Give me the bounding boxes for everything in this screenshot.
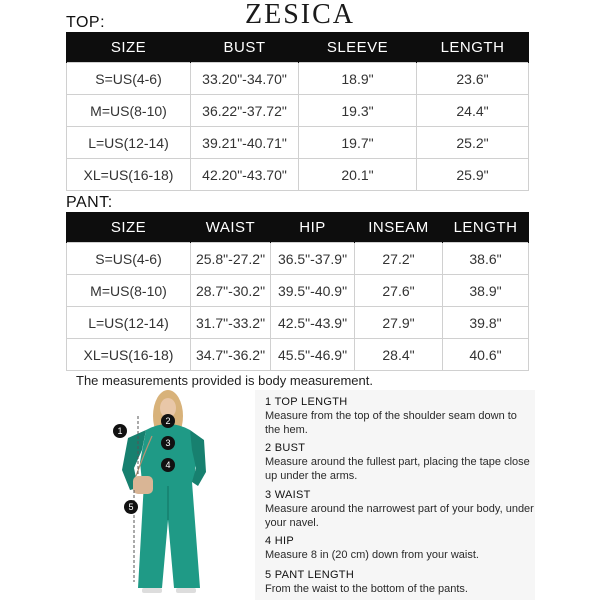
instruction-body: From the waist to the bottom of the pants.: [265, 583, 468, 595]
table-cell: 18.9": [299, 63, 417, 95]
table-cell: 28.4": [355, 339, 443, 371]
table-cell: 23.6": [417, 63, 529, 95]
instruction-body: Measure around the narrowest part of your body, under your navel.: [265, 503, 534, 529]
table-cell: 28.7"-30.2": [191, 275, 271, 307]
model-figure: [100, 390, 250, 600]
measurement-note: The measurements provided is body measurement.: [76, 373, 373, 388]
table-cell: L=US(12-14): [67, 307, 191, 339]
table-cell: 36.5"-37.9": [271, 243, 355, 275]
model-left-shoe: [142, 588, 162, 593]
table-cell: 31.7"-33.2": [191, 307, 271, 339]
marker-4: 4: [161, 458, 175, 472]
table-cell: 39.21"-40.71": [191, 127, 299, 159]
table-cell: 27.9": [355, 307, 443, 339]
top-table-body: [67, 63, 529, 191]
pant-column-header: LENGTH: [443, 212, 529, 243]
table-row: [67, 127, 529, 159]
table-cell: XL=US(16-18): [67, 339, 191, 371]
instruction-body: Measure from the top of the shoulder seam down to the hem.: [265, 410, 517, 436]
table-cell: S=US(4-6): [67, 63, 191, 95]
table-row: [67, 63, 529, 95]
table-cell: M=US(8-10): [67, 95, 191, 127]
table-cell: 25.8"-27.2": [191, 243, 271, 275]
instruction-title: 2 BUST: [265, 442, 306, 454]
instruction-title: 5 PANT LENGTH: [265, 569, 355, 581]
pant-column-header: SIZE: [67, 212, 191, 243]
pant-column-header: HIP: [271, 212, 355, 243]
top-column-header: LENGTH: [417, 32, 529, 63]
instruction-top-length: [265, 395, 535, 437]
instruction-title: 1 TOP LENGTH: [265, 396, 348, 408]
model-top: [140, 424, 196, 482]
table-cell: 39.8": [443, 307, 529, 339]
table-cell: 42.5"-43.9": [271, 307, 355, 339]
model-right-shoe: [176, 588, 196, 593]
instruction-title: 4 HIP: [265, 535, 295, 547]
table-cell: 36.22"-37.72": [191, 95, 299, 127]
marker-1: 1: [113, 424, 127, 438]
table-cell: 34.7"-36.2": [191, 339, 271, 371]
table-cell: L=US(12-14): [67, 127, 191, 159]
top-header-row: [67, 32, 529, 63]
table-cell: 20.1": [299, 159, 417, 191]
table-row: [67, 243, 529, 275]
pant-header-row: [67, 212, 529, 243]
top-section-label: TOP:: [66, 14, 106, 31]
marker-2: 2: [161, 414, 175, 428]
instruction-pant-length: [265, 568, 535, 596]
model-illustration: [100, 390, 250, 600]
pant-section-label: PANT:: [66, 194, 113, 211]
instruction-title: 3 WAIST: [265, 489, 311, 501]
instruction-bust: [265, 441, 535, 483]
model-bag: [133, 476, 153, 494]
table-cell: 33.20"-34.70": [191, 63, 299, 95]
table-cell: 25.9": [417, 159, 529, 191]
table-cell: 39.5"-40.9": [271, 275, 355, 307]
table-cell: 45.5"-46.9": [271, 339, 355, 371]
table-cell: 38.9": [443, 275, 529, 307]
instruction-hip: [265, 534, 535, 562]
table-row: [67, 307, 529, 339]
table-cell: 27.6": [355, 275, 443, 307]
table-cell: 38.6": [443, 243, 529, 275]
table-cell: 40.6": [443, 339, 529, 371]
table-cell: 25.2": [417, 127, 529, 159]
table-cell: XL=US(16-18): [67, 159, 191, 191]
top-column-header: BUST: [191, 32, 299, 63]
table-cell: M=US(8-10): [67, 275, 191, 307]
table-cell: 42.20"-43.70": [191, 159, 299, 191]
table-row: [67, 275, 529, 307]
pant-size-table: [66, 212, 529, 371]
top-size-table: [66, 32, 529, 191]
instruction-body: Measure 8 in (20 cm) down from your waist.: [265, 549, 479, 561]
table-cell: 19.7": [299, 127, 417, 159]
model-pants: [138, 482, 200, 588]
table-row: [67, 339, 529, 371]
table-row: [67, 95, 529, 127]
pant-table-body: [67, 243, 529, 371]
table-row: [67, 159, 529, 191]
pant-column-header: INSEAM: [355, 212, 443, 243]
pant-column-header: WAIST: [191, 212, 271, 243]
top-column-header: SIZE: [67, 32, 191, 63]
table-cell: 24.4": [417, 95, 529, 127]
top-column-header: SLEEVE: [299, 32, 417, 63]
brand-logo: ZESICA: [245, 0, 355, 30]
instruction-waist: [265, 488, 535, 530]
marker-3: 3: [161, 436, 175, 450]
marker-5: 5: [124, 500, 138, 514]
table-cell: S=US(4-6): [67, 243, 191, 275]
instruction-body: Measure around the fullest part, placing the tape close up under the arms.: [265, 456, 530, 482]
table-cell: 27.2": [355, 243, 443, 275]
table-cell: 19.3": [299, 95, 417, 127]
